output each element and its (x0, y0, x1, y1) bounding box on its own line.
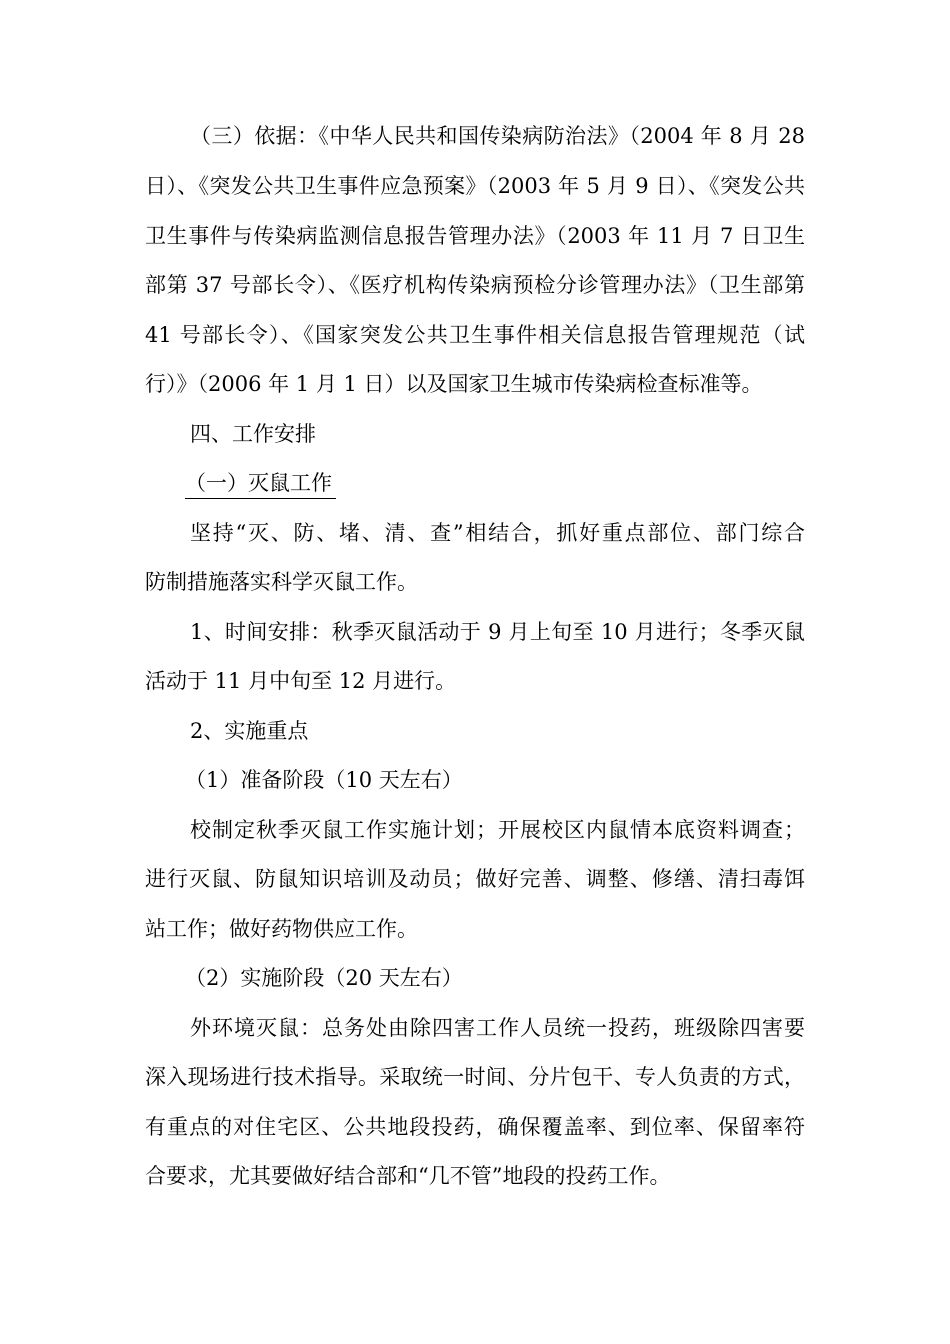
schedule-paragraph-line-1: 1、时间安排：秋季灭鼠活动于 9 月上旬至 10 月进行；冬季灭鼠 (190, 620, 805, 644)
basis-paragraph-line-6: 行）》（2006 年 1 月 1 日）以及国家卫生城市传染病检查标准等。 (145, 372, 763, 396)
section-heading-work-arrangement: 四、工作安排 (190, 422, 316, 446)
outdoor-paragraph-line-4: 合要求，尤其要做好结合部和“几不管”地段的投药工作。 (145, 1164, 671, 1188)
implementation-stage-heading: （2）实施阶段（20 天左右） (185, 966, 463, 990)
rodent-paragraph-line-1: 坚持“灭、防、堵、清、查”相结合，抓好重点部位、部门综合 (190, 521, 805, 545)
schedule-paragraph-line-2: 活动于 11 月中旬至 12 月进行。 (145, 669, 457, 693)
preparation-paragraph-line-3: 站工作；做好药物供应工作。 (145, 917, 418, 941)
outdoor-paragraph-line-2: 深入现场进行技术指导。采取统一时间、分片包干、专人负责的方式， (145, 1065, 805, 1089)
rodent-paragraph-line-2: 防制措施落实科学灭鼠工作。 (145, 570, 418, 594)
implementation-focus-heading: 2、实施重点 (190, 719, 309, 743)
basis-paragraph-line-5: 41 号部长令）、《国家突发公共卫生事件相关信息报告管理规范（试 (145, 323, 805, 347)
preparation-stage-heading: （1）准备阶段（10 天左右） (185, 768, 463, 792)
preparation-paragraph-line-1: 校制定秋季灭鼠工作实施计划；开展校区内鼠情本底资料调查； (190, 818, 805, 842)
basis-paragraph-line-2: 日）、《突发公共卫生事件应急预案》（2003 年 5 月 9 日）、《突发公共 (145, 174, 805, 198)
subheading-rodent-control: （一）灭鼠工作 (185, 468, 336, 499)
basis-paragraph-line-3: 卫生事件与传染病监测信息报告管理办法》（2003 年 11 月 7 日卫生 (145, 224, 805, 248)
basis-paragraph-line-1: （三）依据：《中华人民共和国传染病防治法》（2004 年 8 月 28 (190, 124, 805, 148)
preparation-paragraph-line-2: 进行灭鼠、防鼠知识培训及动员；做好完善、调整、修缮、清扫毒饵 (145, 867, 805, 891)
outdoor-paragraph-line-3: 有重点的对住宅区、公共地段投药，确保覆盖率、到位率、保留率符 (145, 1115, 805, 1139)
outdoor-paragraph-line-1: 外环境灭鼠：总务处由除四害工作人员统一投药，班级除四害要 (190, 1016, 805, 1040)
basis-paragraph-line-4: 部第 37 号部长令）、《医疗机构传染病预检分诊管理办法》（卫生部第 (145, 273, 805, 297)
